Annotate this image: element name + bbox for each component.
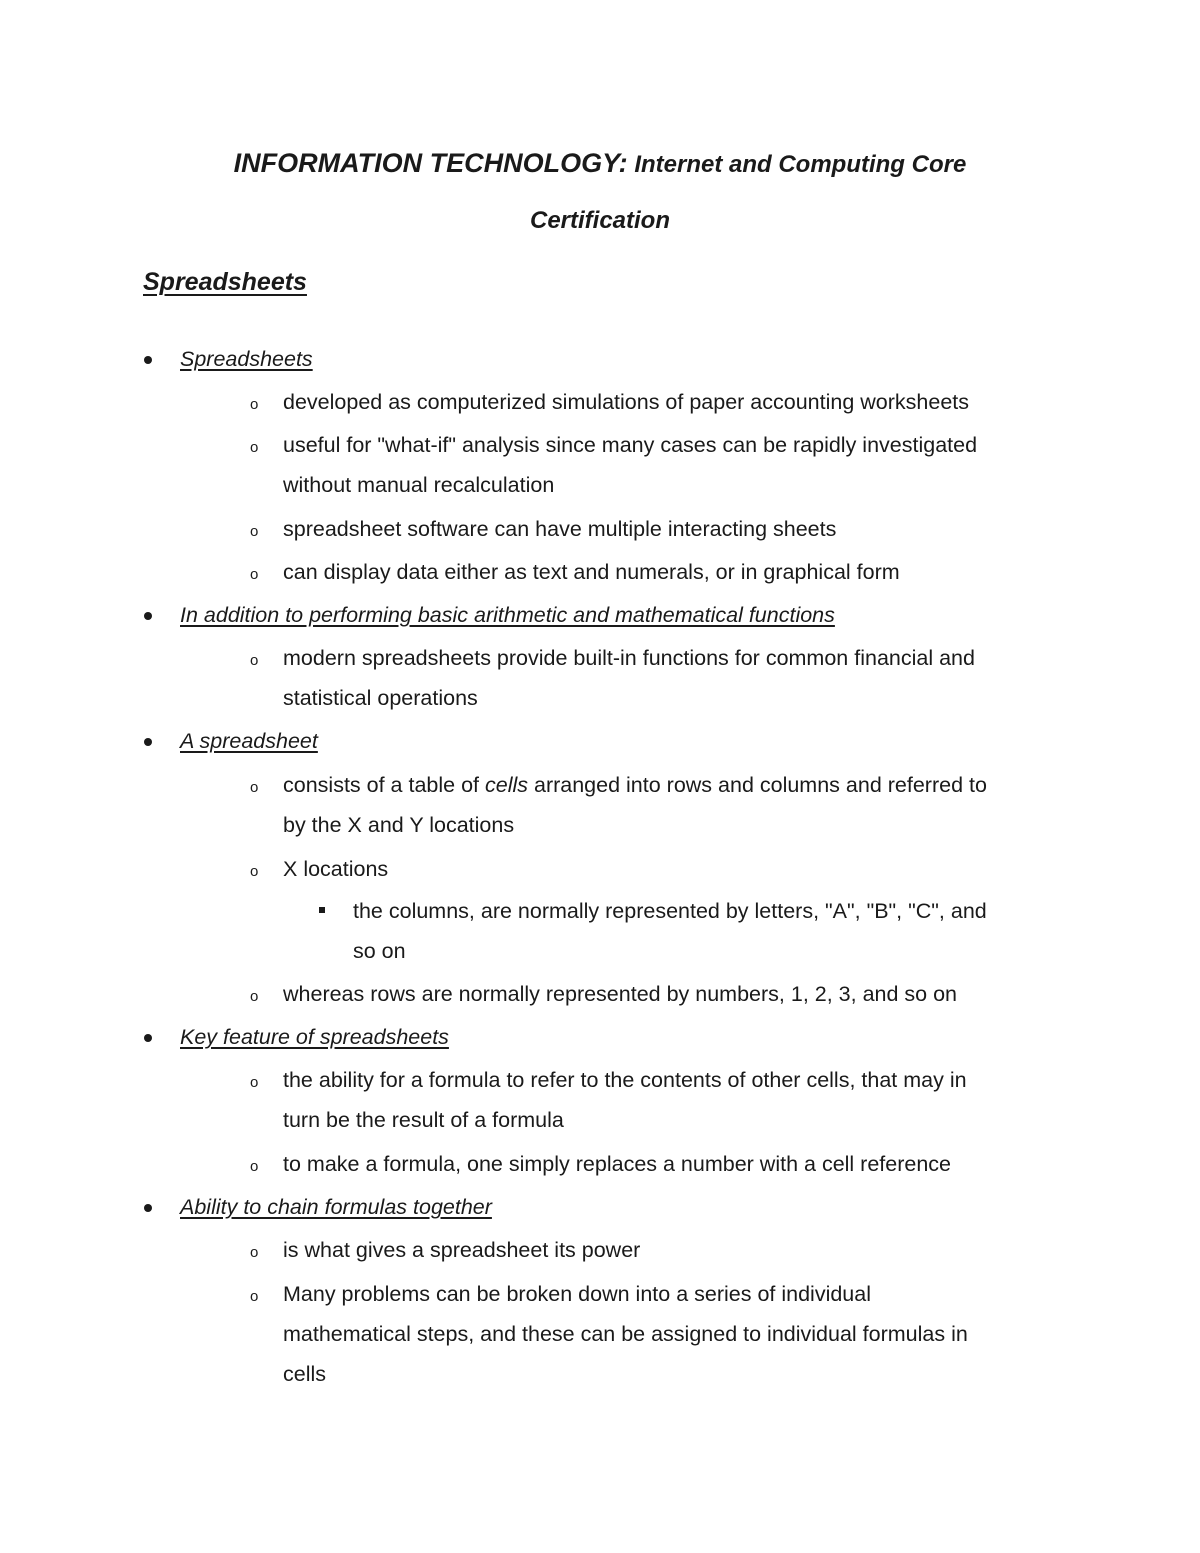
- bullet-disc-icon: [144, 1204, 152, 1212]
- bullet-square-icon: [319, 907, 325, 913]
- item-line: Many problems can be broken down into a series of individual: [283, 1282, 871, 1306]
- bullet-circle-icon: o: [250, 1244, 259, 1261]
- bullet-circle-icon: o: [250, 863, 259, 880]
- item-line: is what gives a spreadsheet its power: [283, 1238, 641, 1262]
- item-line: X locations: [283, 857, 389, 881]
- item-line: to make a formula, one simply replaces a number with a cell reference: [283, 1152, 952, 1176]
- title-rest: Internet and Computing Core: [627, 151, 967, 178]
- item-line: turn be the result of a formula: [283, 1108, 564, 1132]
- bullet-circle-icon: o: [250, 1074, 259, 1091]
- item-line: mathematical steps, and these can be assigned to individual formulas in: [283, 1322, 968, 1346]
- emphasis-cells: cells: [484, 773, 528, 797]
- item-line: the ability for a formula to refer to the contents of other cells, that may in: [283, 1068, 967, 1092]
- bullet-circle-icon: o: [250, 1158, 259, 1175]
- item-line: by the X and Y locations: [283, 813, 515, 837]
- bullet-disc-icon: [144, 738, 152, 746]
- text-segment: arranged into rows and columns and referred to: [533, 773, 987, 797]
- section-heading: Spreadsheets: [143, 268, 307, 296]
- item-line: the columns, are normally represented by letters, "A", "B", "C", and: [353, 899, 987, 923]
- item-heading: Key feature of spreadsheets: [180, 1025, 449, 1049]
- bullet-circle-icon: o: [250, 566, 259, 583]
- item-heading: A spreadsheet: [180, 729, 318, 753]
- item-line: cells: [283, 1362, 327, 1386]
- bullet-disc-icon: [144, 1034, 152, 1042]
- document-title: [140, 135, 1060, 247]
- item-line: spreadsheet software can have multiple interacting sheets: [283, 517, 837, 541]
- bullet-circle-icon: o: [250, 1288, 259, 1305]
- item-heading: Spreadsheets: [180, 347, 313, 371]
- item-line: [283, 772, 987, 798]
- title-line2: Certification: [529, 207, 670, 234]
- item-heading: Ability to chain formulas together: [180, 1195, 492, 1219]
- bullet-circle-icon: o: [250, 439, 259, 456]
- text-segment: consists of a table of: [283, 773, 479, 797]
- bullet-circle-icon: o: [250, 523, 259, 540]
- item-line: can display data either as text and numerals, or in graphical form: [283, 560, 900, 584]
- item-line: statistical operations: [283, 686, 478, 710]
- bullet-circle-icon: o: [250, 396, 259, 413]
- title-main: INFORMATION TECHNOLOGY:: [233, 148, 628, 178]
- item-line: so on: [353, 939, 406, 963]
- bullet-disc-icon: [144, 612, 152, 620]
- bullet-circle-icon: o: [250, 988, 259, 1005]
- bullet-disc-icon: [144, 356, 152, 364]
- bullet-circle-icon: o: [250, 779, 259, 796]
- item-line: whereas rows are normally represented by numbers, 1, 2, 3, and so on: [283, 982, 958, 1006]
- bullet-circle-icon: o: [250, 652, 259, 669]
- item-line: modern spreadsheets provide built-in functions for common financial and: [283, 646, 975, 670]
- item-line: developed as computerized simulations of paper accounting worksheets: [283, 390, 970, 414]
- item-line: without manual recalculation: [283, 473, 555, 497]
- item-heading: In addition to performing basic arithmetic and mathematical functions: [180, 603, 835, 627]
- item-line: useful for "what-if" analysis since many cases can be rapidly investigated: [283, 433, 978, 457]
